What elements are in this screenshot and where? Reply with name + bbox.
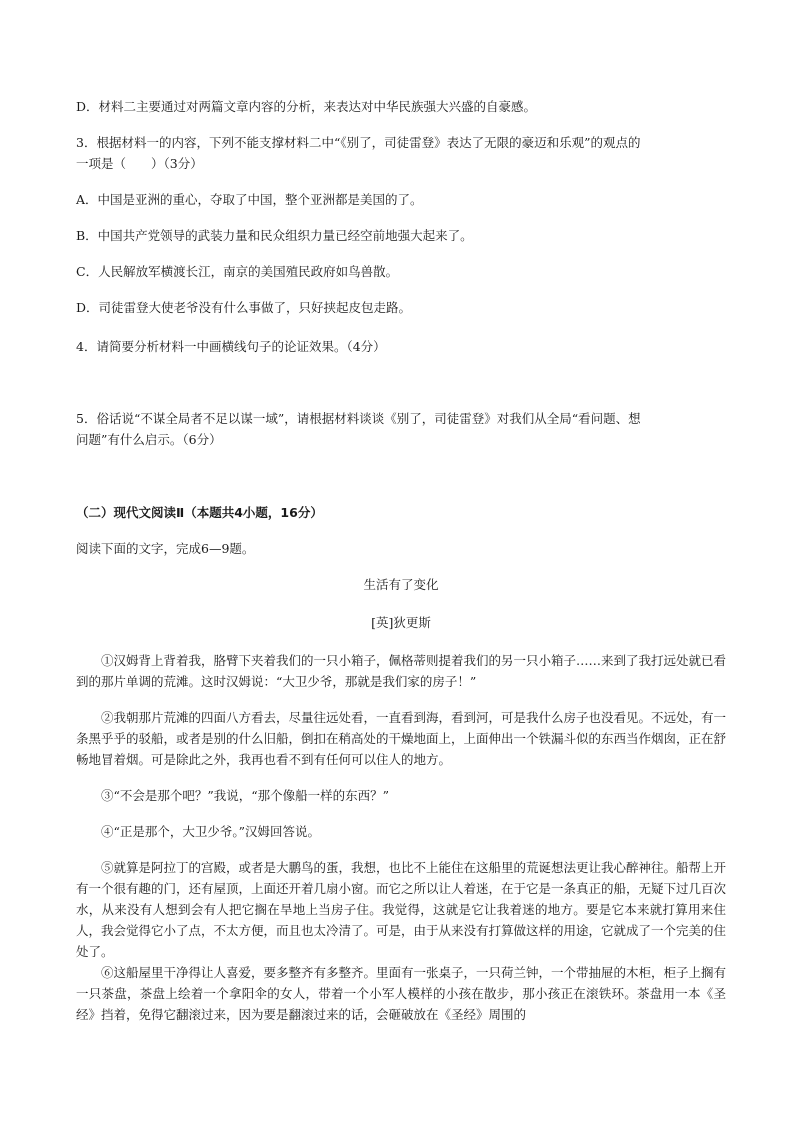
article-paragraph-6: ⑥这船屋里干净得让人喜爱，要多整齐有多整齐。里面有一张桌子，一只荷兰钟，一个带抽屉的木柜，柜子上搁有一只茶盘，茶盘上绘着一个拿阳伞的女人，带着一个小军人模样的小孩在散步，那小孩正在滚铁环。茶盘用一本《圣经》挡着，免得它翻滚过来，因为要是翻滚过来的话，会砸破放在《圣经》周围的 [76, 965, 727, 1022]
article-paragraph-3: ③“不会是那个吧？”我说，“那个像船一样的东西？” [101, 788, 390, 803]
q4-stem: 4．请简要分析材料一中画横线句子的论证效果。（4分） [76, 339, 386, 354]
q3-option-b: B．中国共产党领导的武装力量和民众组织力量已经空前地强大起来了。 [76, 228, 473, 243]
article-paragraph-4: ④“正是那个，大卫少爷。”汉姆回答说。 [101, 824, 321, 839]
q3-option-d: D．司徒雷登大使老爷没有什么事做了，只好挟起皮包走路。 [76, 300, 412, 315]
article-paragraph-1: ①汉姆背上背着我，胳臂下夹着我们的一只小箱子，佩格蒂则提着我们的另一只小箱子……来到了我打远处就已看到的那片单调的荒滩。这时汉姆说：“大卫少爷，那就是我们家的房子！” [76, 653, 727, 689]
q5-stem-line2: 问题”有什么启示。（6分） [76, 432, 222, 447]
q3-stem-line2: 一项是（ ）（3分） [76, 156, 203, 171]
q3-option-c: C．人民解放军横渡长江，南京的美国殖民政府如鸟兽散。 [76, 264, 399, 279]
article-title: 生活有了变化 [363, 577, 439, 592]
section-heading: （二）现代文阅读Ⅱ（本题共4小题，16分） [76, 505, 323, 520]
exam-page [76, 0, 726, 1123]
article-paragraph-5: ⑤就算是阿拉丁的宫殿，或者是大鹏鸟的蛋，我想，也比不上能住在这船里的荒诞想法更让我心醉神往。船帮上开有一个很有趣的门，还有屋顶，上面还开着几扇小窗。而它之所以让人着迷，在于它是一条真正的船，无疑下过几百次水，从来没有人想到会有人把它搁在旱地上当房子住。我觉得，这就是它让我着迷的地方。要是它本来就打算用来住人，我会觉得它小了点，不太方便，而且也太冷清了。可是，由于从来没有打算做这样的用途，它就成了一个完美的住处了。 [76, 860, 727, 959]
q5-stem-line1: 5．俗话说“不谋全局者不足以谋一域”，请根据材料谈谈《别了，司徒雷登》对我们从全局“看问题、想 [76, 411, 641, 426]
article-paragraph-2: ②我朝那片荒滩的四面八方看去，尽量往远处看，一直看到海，看到河，可是我什么房子也没看见。不远处，有一条黑乎乎的驳船，或者是别的什么旧船，倒扣在稍高处的干燥地面上，上面伸出一个铁漏斗似的东西当作烟囱，正在舒畅地冒着烟。可是除此之外，我再也看不到有任何可以住人的地方。 [76, 710, 727, 767]
section-instruction: 阅读下面的文字，完成6—9题。 [76, 541, 255, 556]
q3-stem-line1: 3．根据材料一的内容，下列不能支撑材料二中“《别了，司徒雷登》表达了无限的豪迈和乐观”的观点的 [76, 135, 641, 150]
q3-option-a: A．中国是亚洲的重心，夺取了中国，整个亚洲都是美国的了。 [76, 192, 423, 207]
article-author: [英]狄更斯 [371, 615, 431, 630]
q2-option-d: D．材料二主要通过对两篇文章内容的分析，来表达对中华民族强大兴盛的自豪感。 [76, 99, 537, 114]
